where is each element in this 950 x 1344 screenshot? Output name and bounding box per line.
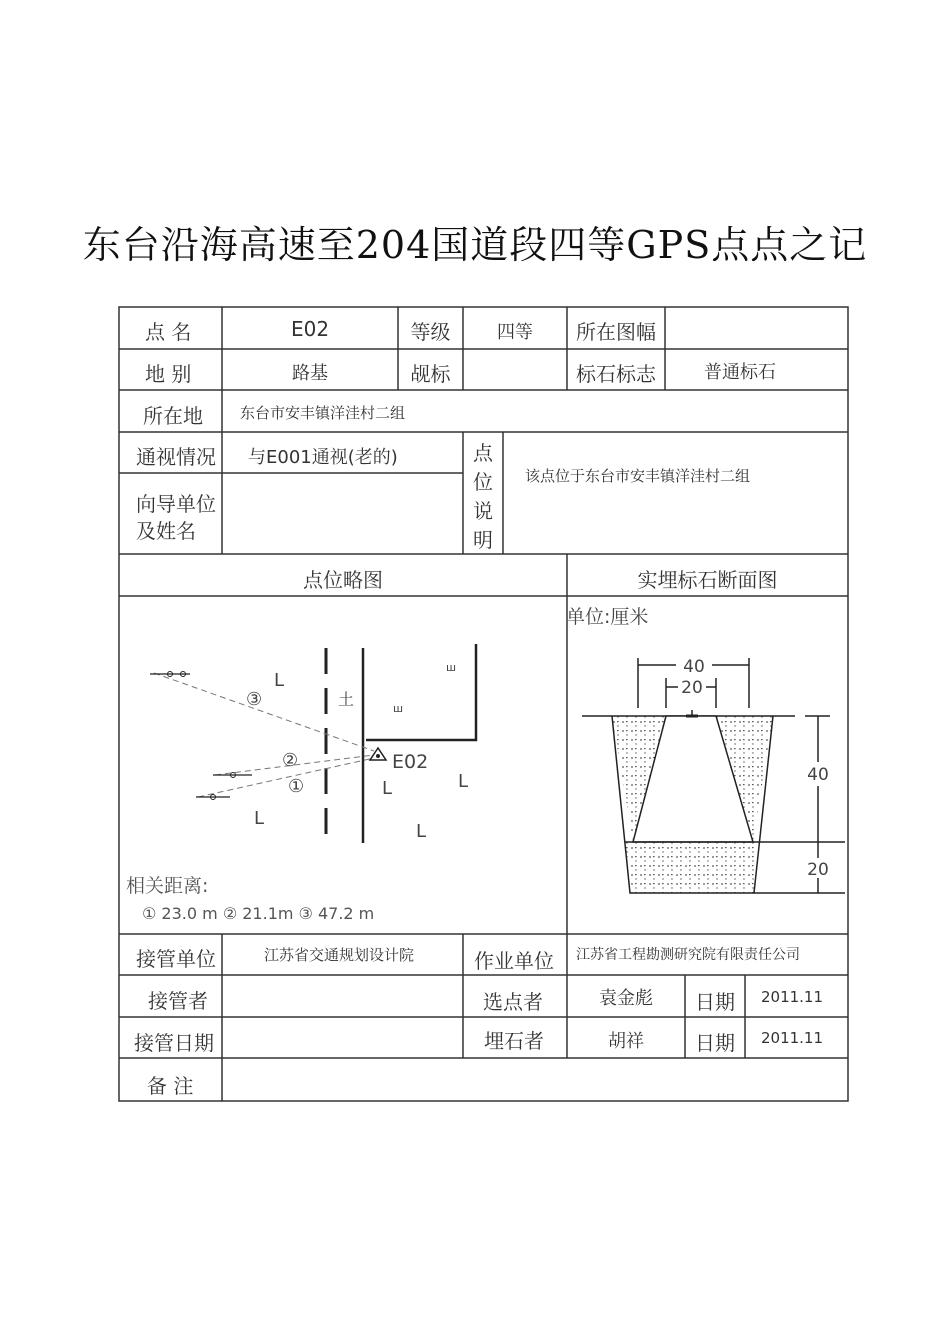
top-width-label: 40 (683, 657, 705, 677)
desc-label-char-1: 点 (473, 441, 493, 465)
point-name-value: E02 (290, 317, 330, 341)
stone-label: 标石标志 (576, 362, 656, 386)
work-unit-label: 作业单位 (474, 949, 554, 973)
distance-title: 相关距离: (126, 875, 209, 897)
desc-label-char-2: 位 (473, 470, 493, 494)
selector-label: 选点者 (483, 990, 543, 1014)
visibility-value: 与E001通视(老的) (248, 447, 398, 468)
circle-1-label: ① (288, 776, 305, 797)
depth-upper-label: 40 (807, 765, 829, 785)
inner-width-label: 20 (681, 678, 703, 698)
section-header: 实埋标石断面图 (637, 568, 778, 592)
page-title: 东台沿海高速至204国道段四等GPS点点之记 (82, 223, 868, 267)
burier-value: 胡祥 (608, 1031, 644, 1052)
circle-2-label: ② (282, 750, 299, 771)
work-unit-value: 江苏省工程勘测研究院有限责任公司 (576, 947, 800, 963)
section-unit: 单位:厘米 (566, 606, 649, 628)
location-label: 所在地 (143, 404, 203, 428)
receiver-label: 接管者 (148, 989, 208, 1013)
guide-label-line1: 向导单位 (136, 492, 216, 516)
visibility-label: 通视情况 (136, 445, 216, 469)
bury-date-value: 2011.11 (760, 1029, 824, 1047)
field-mark-4: L (458, 771, 469, 792)
small-mark-1: ш (446, 661, 457, 674)
bury-date-label: 日期 (695, 1031, 735, 1055)
remark-label: 备 注 (147, 1074, 194, 1098)
stone-value: 普通标石 (704, 362, 776, 383)
field-mark-3: L (382, 778, 393, 799)
selector-value: 袁金彪 (599, 988, 653, 1009)
small-mark-2: ш (393, 702, 404, 715)
handover-date-label: 接管日期 (134, 1031, 214, 1055)
circle-3-label: ③ (246, 689, 263, 710)
category-value: 路基 (292, 363, 328, 384)
depth-lower-label: 20 (807, 860, 829, 880)
soil-mark: 土 (338, 690, 355, 709)
description-value: 该点位于东台市安丰镇洋洼村二组 (525, 467, 751, 485)
desc-label-char-3: 说 (473, 499, 493, 523)
map-sheet-label: 所在图幅 (576, 320, 656, 344)
select-date-value: 2011.11 (760, 988, 824, 1006)
distance-values: ① 23.0 m ② 21.1m ③ 47.2 m (142, 904, 375, 923)
field-mark-2: L (254, 808, 265, 829)
marker-label: 觇标 (410, 362, 451, 386)
handover-unit-value: 江苏省交通规划设计院 (264, 946, 415, 964)
burier-label: 埋石者 (484, 1029, 544, 1053)
point-label: E02 (392, 751, 429, 773)
desc-label-char-4: 明 (473, 528, 493, 552)
point-name-label: 点 名 (145, 320, 192, 344)
guide-label-line2: 及姓名 (136, 519, 196, 543)
sketch-header: 点位略图 (303, 568, 383, 592)
field-mark-1: L (274, 670, 285, 691)
category-label: 地 别 (145, 362, 192, 386)
handover-unit-label: 接管单位 (136, 947, 216, 971)
field-mark-5: L (416, 821, 427, 842)
location-value: 东台市安丰镇洋洼村二组 (240, 404, 406, 422)
select-date-label: 日期 (695, 990, 735, 1014)
grade-value: 四等 (497, 322, 533, 343)
grade-label: 等级 (410, 320, 451, 344)
